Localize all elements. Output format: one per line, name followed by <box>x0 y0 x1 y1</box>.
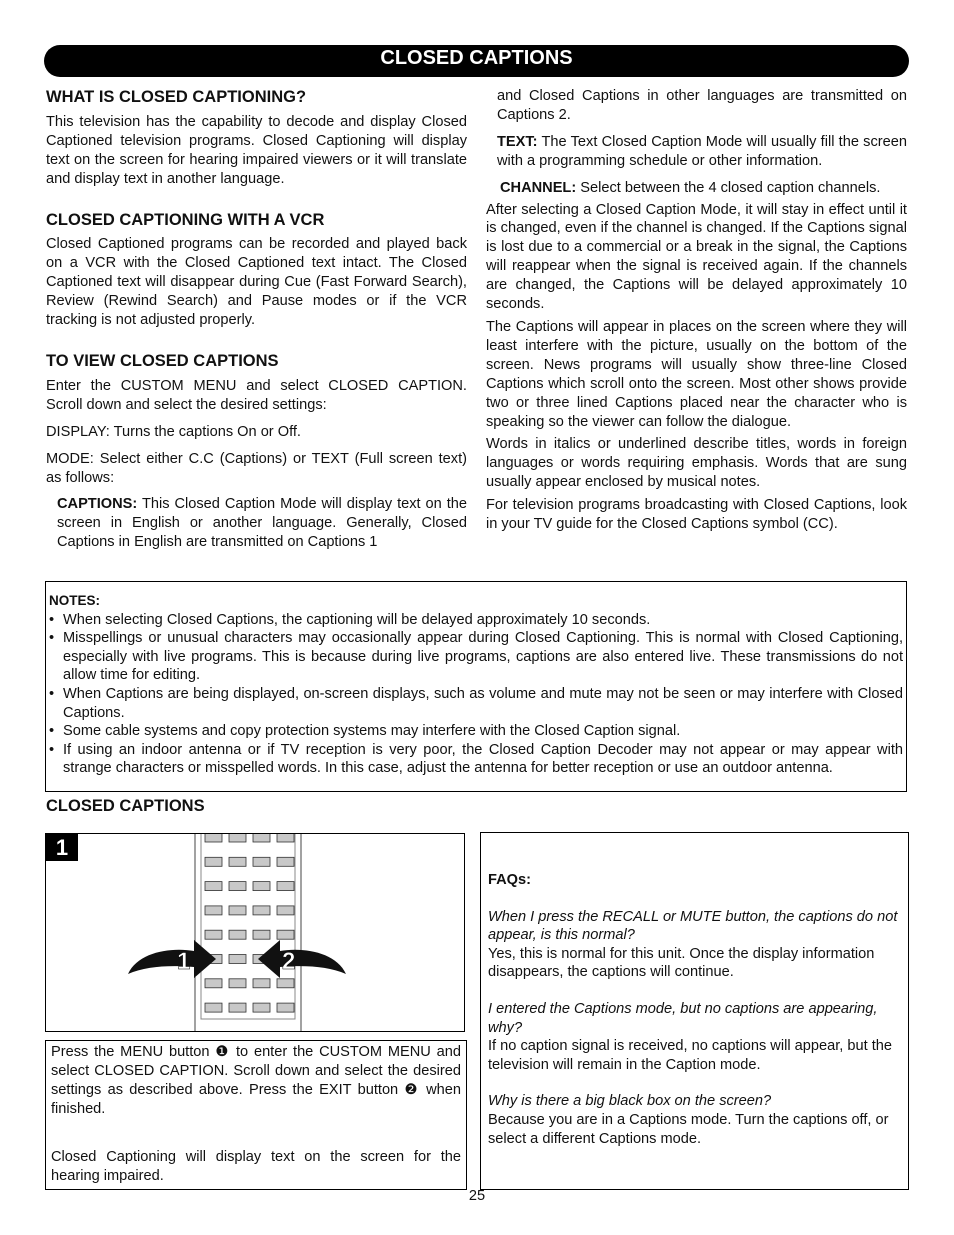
text-mode-text: The Text Closed Caption Mode will usually fill the screen with a programming schedule or other information. <box>497 133 907 169</box>
remote-button <box>277 834 294 842</box>
remote-button <box>253 882 270 891</box>
remote-button <box>229 882 246 891</box>
faq-question-3-text: Why is there a big black box on the screen? <box>488 1093 772 1110</box>
section-heading-what-is-cc: WHAT IS CLOSED CAPTIONING? <box>46 88 307 106</box>
instructions-text-a: Press the MENU button <box>51 1044 210 1060</box>
note-item: • Misspellings or unusual characters may occasionally appear during Closed Captioning. This is normal with Closed Captioning, especially with live programs. This is because during live programs, captions are also entered live. These transmissions do not allow time for editing. <box>49 629 903 685</box>
instructions-text-b: to enter the CUSTOM MENU and select CLOSED CAPTION. Scroll down and select the desired settings as described above. Press the EXIT button <box>51 1044 461 1098</box>
remote-control-illustration <box>46 834 464 1031</box>
channel-label: CHANNEL: <box>500 179 577 196</box>
notes-list <box>49 611 903 778</box>
faq-title-text: FAQs: <box>488 872 531 888</box>
right-column <box>486 87 907 542</box>
remote-button <box>205 979 222 988</box>
faq-question-3 <box>488 1092 901 1111</box>
remote-button <box>229 979 246 988</box>
remote-button <box>205 1003 222 1012</box>
faq-answer-1: Yes, this is normal for this unit. Once the display information disappears, the captions will continue. <box>488 945 875 981</box>
remote-button <box>205 930 222 939</box>
remote-figure <box>45 833 465 1032</box>
left-column <box>46 88 467 560</box>
faq-box <box>480 832 909 1190</box>
paragraph-italics: Words in italics or underlined describe titles, words in foreign languages or words requiring emphasis. Words that are sung usually appear enclosed by musical notes. <box>486 436 907 491</box>
page-title-banner <box>44 45 909 77</box>
section-heading-view-cc: TO VIEW CLOSED CAPTIONS <box>46 351 279 370</box>
remote-button <box>253 834 270 842</box>
paragraph-text-mode <box>486 133 907 171</box>
remote-button <box>205 834 222 842</box>
closed-captions-section-heading: CLOSED CAPTIONS <box>46 797 205 815</box>
faq-question-2 <box>488 1000 901 1037</box>
exit-button-marker-icon: ❷ <box>404 1082 420 1098</box>
paragraph-mode-setting: MODE: Select either C.C (Captions) or TEXT (Full screen text) as follows: <box>46 450 467 486</box>
remote-button <box>253 930 270 939</box>
instructions-hearing-impaired: Closed Captioning will display text on the screen for the hearing impaired. <box>51 1149 461 1184</box>
faq-question-1 <box>488 908 901 945</box>
paragraph-after-selecting: After selecting a Closed Caption Mode, it will stay in effect until it is changed, even if the channel is changed. If the Captions signal is lost due to a commercial or a break in the signal, the Captions will reappear when the signal is received again. If the channels are changed, the Captions will be delayed approximately 10 seconds. <box>486 201 907 313</box>
remote-button <box>277 930 294 939</box>
arrow-label-1: 1 <box>177 948 191 975</box>
paragraph-captions-mode <box>46 495 467 552</box>
text-label: TEXT: <box>497 133 538 150</box>
notes-box <box>45 581 907 792</box>
remote-button <box>229 857 246 866</box>
remote-button <box>253 906 270 915</box>
note-item: • Some cable systems and copy protection systems may interfere with the Closed Caption signal. <box>49 722 903 741</box>
notes-title: NOTES: <box>49 593 101 608</box>
remote-button <box>229 930 246 939</box>
faq-answer-3: Because you are in a Captions mode. Turn the captions off, or select a different Captions mode. <box>488 1111 889 1147</box>
step-badge: 1 <box>46 834 78 861</box>
paragraph-view-cc-intro: Enter the CUSTOM MENU and select CLOSED CAPTION. Scroll down and select the desired settings: <box>46 377 467 413</box>
remote-button <box>229 906 246 915</box>
note-item: • If using an indoor antenna or if TV reception is very poor, the Closed Caption Decoder may not appear or may appear with strange characters or misspelled words. In this case, adjust the antenna for better reception or use an outdoor antenna. <box>49 741 903 778</box>
section-heading-vcr: CLOSED CAPTIONING WITH A VCR <box>46 210 325 229</box>
paragraph-display-setting: DISPLAY: Turns the captions On or Off. <box>46 423 301 440</box>
instructions-box <box>45 1040 467 1190</box>
note-item: • When selecting Closed Captions, the captioning will be delayed approximately 10 seconds. <box>49 611 903 630</box>
faq-question-1-text: When I press the RECALL or MUTE button, the captions do not appear, is this normal? <box>488 908 898 944</box>
paragraph-what-is-cc: This television has the capability to decode and display Closed Captioned television programs. Closed Captioning will display text on the screen for hearing impaired viewers or it will translate and display text in another language. <box>46 113 467 187</box>
paragraph-captions-continued: and Closed Captions in other languages are transmitted on Captions 2. <box>497 88 907 123</box>
arrow-label-2: 2 <box>282 948 296 975</box>
paragraph-caption-placement: The Captions will appear in places on the screen where they will least interfere with the picture, usually on the bottom of the screen. News programs will usually show three-line Closed Captions which scroll onto the screen. Most other shows provide two or three lined Captions placed near the character who is speaking so the viewer can follow the dialogue. <box>486 318 907 430</box>
paragraph-channel <box>486 179 907 198</box>
remote-button <box>253 979 270 988</box>
note-item: • When Captions are being displayed, on-screen displays, such as volume and mute may not be seen or may interfere with Closed Captions. <box>49 685 903 722</box>
faq-question-2-text: I entered the Captions mode, but no captions are appearing, why? <box>488 1000 878 1036</box>
page-number: 25 <box>468 1188 486 1204</box>
instructions-paragraph <box>51 1043 461 1119</box>
remote-button <box>205 857 222 866</box>
remote-button <box>229 955 246 964</box>
captions-text: This Closed Caption Mode will display text on the screen in English or another language. Generally, Closed Captions in English are transmitted on Captions 1 <box>57 496 467 551</box>
page-title: CLOSED CAPTIONS <box>380 47 573 69</box>
instructions-text-c: when finished. <box>51 1082 461 1117</box>
faq-title <box>488 871 901 890</box>
remote-button <box>277 979 294 988</box>
menu-button-marker-icon: ❶ <box>215 1044 231 1060</box>
remote-button <box>277 882 294 891</box>
paragraph-vcr: Closed Captioned programs can be recorded and played back on a VCR with the Closed Captioned text intact. The Closed Captioned text will disappear during Cue (Fast Forward Search), Review (Rewind Search) and Pause modes or if the VCR tracking is not adjusted properly. <box>46 236 467 329</box>
remote-button <box>277 906 294 915</box>
remote-button <box>229 1003 246 1012</box>
faq-answer-2: If no caption signal is received, no captions will appear, but the television will remain in the Caption mode. <box>488 1038 893 1073</box>
remote-button <box>253 1003 270 1012</box>
remote-button <box>253 857 270 866</box>
captions-label: CAPTIONS: <box>57 496 138 513</box>
remote-button <box>205 882 222 891</box>
channel-text: Select between the 4 closed caption channels. <box>580 179 881 196</box>
remote-button <box>277 1003 294 1012</box>
remote-button <box>205 906 222 915</box>
paragraph-tv-guide: For television programs broadcasting with Closed Captions, look in your TV guide for the Closed Captions symbol (CC). <box>486 497 907 533</box>
remote-button <box>277 857 294 866</box>
remote-button <box>229 834 246 842</box>
